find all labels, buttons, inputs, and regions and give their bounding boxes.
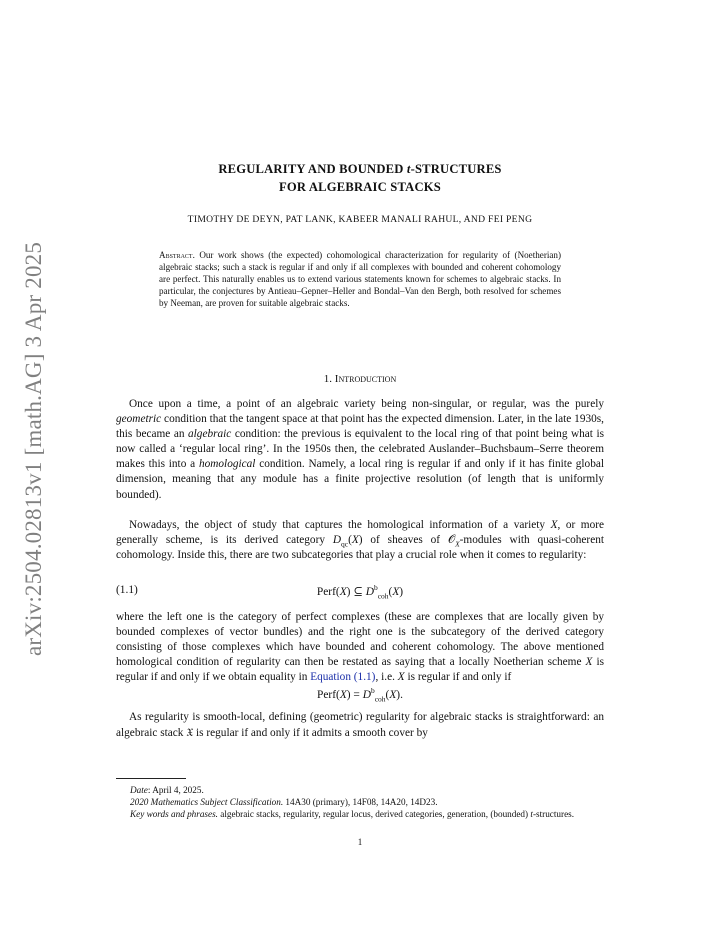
arxiv-identifier-text: arXiv:2504.02813v1 [math.AG] 3 Apr 2025 bbox=[21, 241, 46, 657]
abstract-text: Our work shows (the expected) cohomological characterization for regularity of (Noetherian) algebraic stacks; such a stack is regular if and only if all complexes with bounded and coherent cohomology are perfect. This naturally enables us to extend various statements known for schemes to algebraic stacks. In particular, the conjectures by Antieau–Gepner–Heller and Bondal–Van den Bergh, both resolved for schemes by Neeman, are proven for suitable algebraic stacks. bbox=[159, 250, 561, 308]
footnotes bbox=[116, 784, 604, 821]
paper-title: REGULARITY AND BOUNDED t-STRUCTURES FOR ALGEBRAIC STACKS bbox=[218, 162, 502, 194]
footnote-msc: 2020 Mathematics Subject Classification. 14A30 (primary), 14F08, 14A20, 14D23. bbox=[130, 797, 438, 808]
footnote-keywords: Key words and phrases. algebraic stacks, regularity, regular locus, derived categories, generation, (bounded) t-structures. bbox=[130, 809, 575, 820]
paragraph-3: where the left one is the category of perfect complexes (these are complexes that are locally given by bounded complexes of vector bundles) and the right one is the subcategory of the derived category consisting of those complexes which have bounded and coherent cohomology. The above mentioned homological condition of regularity can then be restated as saying that a locally Noetherian scheme X is regular if and only if we obtain equality in Equation (1.1), i.e. X is regular if and only if bbox=[116, 611, 604, 684]
abstract bbox=[159, 250, 561, 310]
paragraph-2: Nowadays, the object of study that captures the homological information of a variety X, or more generally scheme, is its derived category $D_{qc}(X)$ of sheaves of 𝒪$_X$-modules with quasi-coherent cohomology. Inside this, there are two subcategories that play a crucial role when it comes to regularity: bbox=[116, 519, 604, 562]
equation-reference-link[interactable]: Equation (1.1) bbox=[310, 671, 376, 684]
paragraph-4: As regularity is smooth-local, defining (geometric) regularity for algebraic stacks is straightforward: an algebraic stack 𝔛 is regular if and only if it admits a smooth cover by bbox=[116, 711, 604, 740]
footnote-date: Date: April 4, 2025. bbox=[130, 785, 204, 795]
page-number: 1 bbox=[357, 837, 363, 847]
paragraph-1: Once upon a time, a point of an algebraic variety being non-singular, or regular, was the purely geometric condition that the tangent space at that point has the expected dimension. Later, in the late 1930s, this became an algebraic condition: the previous is equivalent to the local ring of that point being what is now called a ‘regular local ring’. In the 1950s then, the celebrated Auslander–Buchsbaum–Serre theorem makes this into a homological condition. Namely, a local ring is regular if and only if it has finite global dimension, meaning that any module has a finite projective resolution (of length that is uniformly bounded). bbox=[116, 398, 604, 501]
section-heading-introduction: 1. Introduction bbox=[323, 373, 397, 385]
footnote-rule bbox=[116, 778, 186, 779]
author-list: TIMOTHY DE DEYN, PAT LANK, KABEER MANALI RAHUL, AND FEI PENG bbox=[187, 214, 533, 225]
equation-unnumbered: Perf(X) = $D^b_{coh}(X)$. bbox=[317, 686, 403, 704]
abstract-label: Abstract. bbox=[159, 250, 195, 260]
equation-body: Perf(X) ⊆ $D^b_{coh}(X)$ bbox=[316, 583, 404, 601]
equation-label: (1.1) bbox=[116, 584, 138, 596]
